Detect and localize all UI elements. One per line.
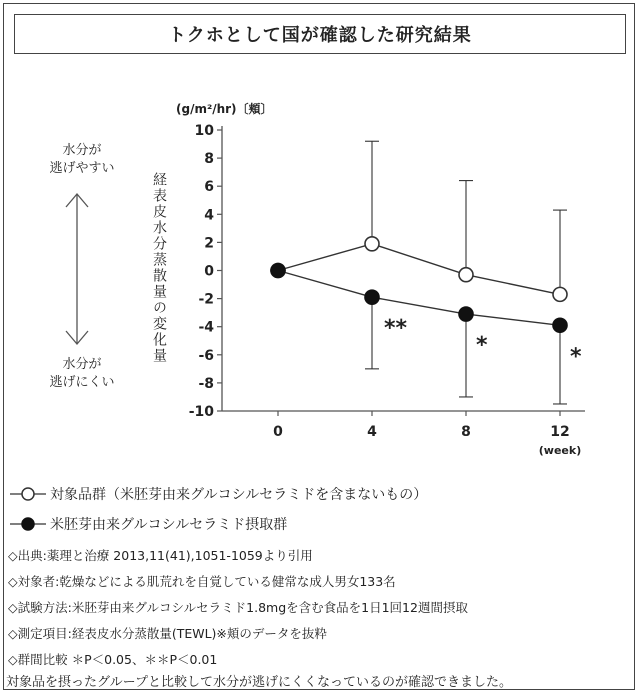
data-point-open [459, 268, 473, 282]
note-source: ◇出典:薬理と治療 2013,11(41),1051-1059より引用 [8, 548, 313, 563]
y-tick-label: -10 [188, 404, 214, 420]
note-method: ◇試験方法:米胚芽由来グルコシルセラミド1.8mgを含む食品を1日1回12週間摂取 [8, 600, 468, 615]
open-circle-legend-icon [8, 486, 48, 502]
y-axis-label: 経表皮水分蒸散量の変化量 [151, 172, 167, 364]
x-tick-label: 4 [367, 424, 377, 440]
filled-circle-legend-icon [8, 516, 48, 532]
series-line-filled [278, 271, 560, 326]
bottom-side-label-line1: 水分が [62, 357, 102, 372]
y-unit-label: (g/m²/hr)〔頬〕 [176, 102, 273, 116]
note-measurement: ◇測定項目:経表皮水分蒸散量(TEWL)※頬のデータを抜粋 [8, 626, 327, 641]
top-side-label-line2: 逃げやすい [49, 161, 115, 176]
y-tick-label: 8 [204, 151, 214, 168]
y-tick-label: 10 [194, 123, 214, 139]
page-title: トクホとして国が確認した研究結果 [14, 14, 626, 54]
y-tick-label: -6 [198, 347, 214, 364]
note-subjects: ◇対象者:乾燥などによる肌荒れを自覚している健常な成人男女133名 [8, 574, 396, 589]
data-point-filled [365, 290, 379, 304]
series-line-open [278, 244, 560, 295]
top-side-label-line1: 水分が [62, 143, 102, 158]
x-tick-label: 12 [550, 424, 570, 440]
y-tick-label: 6 [204, 179, 214, 196]
y-tick-label: -4 [198, 319, 214, 336]
legend-label-filled: 米胚芽由来グルコシルセラミド摂取群 [50, 517, 288, 533]
data-point-filled [553, 318, 567, 332]
y-tick-label: 2 [204, 235, 214, 252]
y-tick-label: 4 [204, 207, 214, 224]
legend-item-open [8, 483, 427, 505]
bottom-side-label-line2: 逃げにくい [49, 375, 115, 390]
legend-item-filled [8, 513, 287, 535]
y-tick-label: 0 [204, 263, 214, 280]
data-point-filled [459, 307, 473, 321]
data-point-open [365, 237, 379, 251]
note-comparison: ◇群間比較 ＊P＜0.05、＊＊P＜0.01 [8, 652, 218, 667]
significance-label: ** [384, 316, 408, 342]
data-point-open [553, 287, 567, 301]
legend-label-open: 対象品群（米胚芽由来グルコシルセラミドを含まないもの） [50, 487, 428, 503]
significance-label: * [476, 333, 488, 359]
y-tick-label: -8 [198, 375, 214, 392]
data-point-filled [271, 264, 285, 278]
x-tick-label: 8 [461, 424, 471, 440]
conclusion-text: 対象品を摂ったグループと比較して水分が逃げにくくなっているのが確認できました。 [6, 675, 512, 690]
x-unit-label: (week) [538, 444, 582, 457]
significance-label: * [570, 344, 582, 370]
x-tick-label: 0 [273, 424, 283, 440]
y-tick-label: -2 [198, 291, 214, 308]
